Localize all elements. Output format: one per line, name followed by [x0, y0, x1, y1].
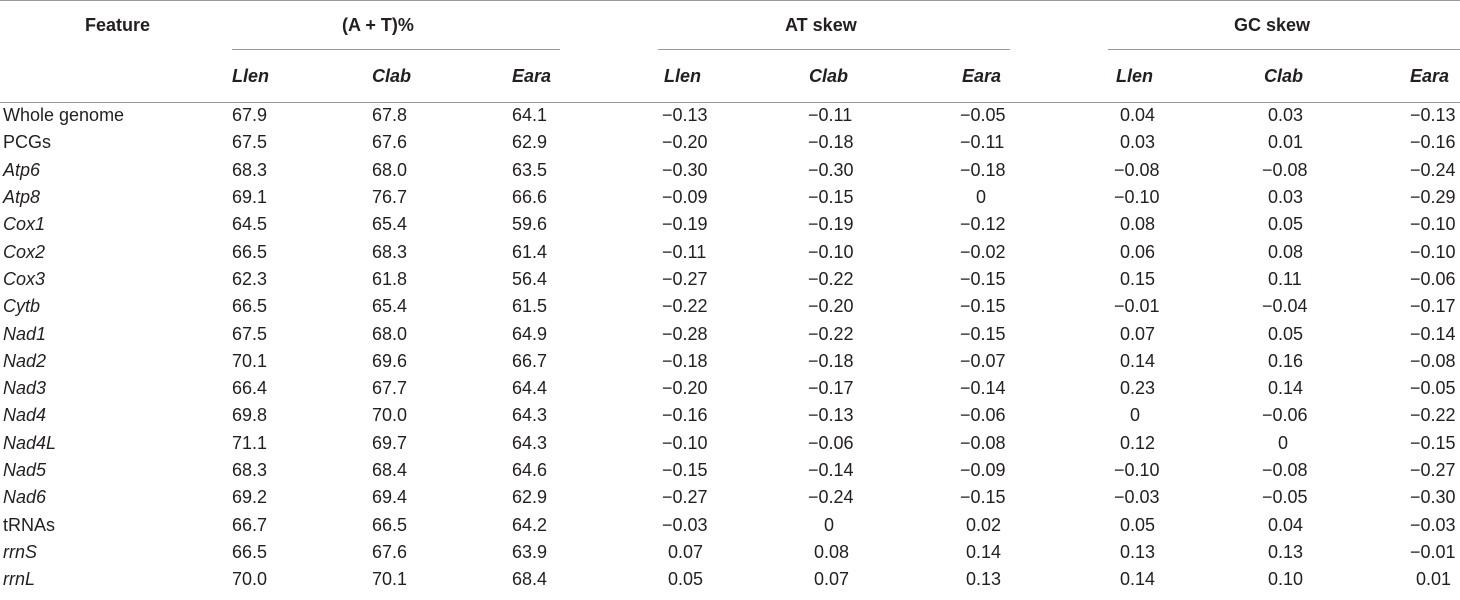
cell-value: 0.01	[1268, 132, 1304, 153]
cell-value: −0.08	[1262, 460, 1308, 480]
header-group-at-skew: AT skew	[785, 14, 857, 35]
cell-value: 0.08	[814, 541, 850, 562]
table-row	[0, 566, 1460, 593]
cell-value: 0.01	[1416, 569, 1452, 590]
cell-value: 0.15	[1120, 268, 1156, 289]
cell-value: 70.0	[372, 405, 408, 426]
cell-value: −0.13	[1410, 105, 1456, 126]
cell-value: −0.12	[960, 214, 1006, 235]
cell-value: 64.3	[512, 432, 548, 453]
cell-value: 0.03	[1268, 187, 1304, 208]
cell-value: 0.02	[966, 514, 1002, 535]
cell-value: 0	[1278, 432, 1289, 453]
row-label: Nad1	[3, 323, 47, 344]
header-species-clab: Clab	[809, 65, 849, 86]
cell-value: −0.03	[662, 514, 708, 535]
cell-value: 0.13	[1268, 541, 1304, 562]
row-label: tRNAs	[3, 514, 56, 535]
cell-value: −0.05	[1410, 378, 1456, 399]
header-feature: Feature	[84, 14, 151, 35]
cell-value: 64.3	[512, 405, 548, 426]
cell-value: 67.8	[372, 105, 408, 126]
row-label: rrnS	[3, 541, 38, 562]
cell-value: 0.07	[814, 569, 850, 590]
cell-value: −0.03	[1410, 514, 1456, 535]
header-feature-spacer	[0, 50, 232, 102]
cell-value: 61.5	[512, 296, 548, 317]
cell-value: −0.14	[808, 460, 854, 480]
cell-value: −0.17	[808, 378, 854, 399]
cell-value: −0.06	[808, 432, 854, 453]
cell-value: −0.22	[808, 323, 854, 344]
header-species-llen: Llen	[664, 65, 702, 86]
cell-value: 0.11	[1268, 268, 1302, 289]
cell-value: 64.6	[512, 460, 548, 480]
cell-value: 0.14	[966, 541, 1002, 562]
cell-value: −0.15	[960, 268, 1006, 289]
cell-value: −0.15	[960, 296, 1006, 317]
cell-value: −0.13	[662, 105, 708, 126]
cell-value: −0.05	[1262, 487, 1308, 508]
cell-value: 0	[824, 514, 835, 535]
cell-value: 67.5	[232, 323, 268, 344]
cell-value: 0	[976, 187, 987, 208]
cell-value: −0.10	[808, 241, 854, 262]
table-row	[0, 348, 1460, 375]
cell-value: 76.7	[372, 187, 408, 208]
row-label: Nad6	[3, 487, 47, 508]
table-row	[0, 157, 1460, 184]
cell-value: 64.2	[512, 514, 548, 535]
cell-value: 59.6	[512, 214, 548, 235]
cell-value: 67.9	[232, 105, 268, 126]
cell-value: −0.22	[1410, 405, 1456, 426]
header-species-llen: Llen	[1116, 65, 1154, 86]
cell-value: −0.09	[960, 460, 1006, 480]
cell-value: 0.05	[668, 569, 704, 590]
cell-value: −0.07	[960, 350, 1006, 371]
cell-value: 66.5	[232, 241, 268, 262]
cell-value: −0.22	[662, 296, 708, 317]
cell-value: 63.5	[512, 159, 548, 180]
cell-value: 0.05	[1268, 214, 1304, 235]
cell-value: 0.03	[1120, 132, 1156, 153]
cell-value: −0.18	[960, 159, 1006, 180]
cell-value: −0.06	[1262, 405, 1308, 426]
cell-value: 69.4	[372, 487, 408, 508]
table-row	[0, 102, 1460, 129]
cell-value: −0.30	[808, 159, 854, 180]
cell-value: 61.8	[372, 268, 408, 289]
cell-value: 69.2	[232, 487, 268, 508]
header-species-eara: Eara	[512, 65, 552, 86]
cell-value: 71.1	[232, 432, 268, 453]
cell-value: 70.1	[372, 569, 408, 590]
cell-value: −0.15	[808, 187, 854, 208]
cell-value: 68.3	[372, 241, 408, 262]
cell-value: −0.20	[662, 132, 708, 153]
cell-value: −0.01	[1114, 296, 1160, 317]
cell-value: −0.30	[662, 159, 708, 180]
cell-value: −0.15	[960, 487, 1006, 508]
cell-value: −0.20	[662, 378, 708, 399]
table-row	[0, 430, 1460, 457]
cell-value: 64.1	[512, 105, 548, 126]
cell-value: −0.30	[1410, 487, 1456, 508]
cell-value: −0.16	[662, 405, 708, 426]
cell-value: −0.11	[960, 132, 1005, 153]
table-row	[0, 457, 1460, 484]
cell-value: −0.16	[1410, 132, 1456, 153]
header-species-llen: Llen	[232, 65, 270, 86]
cell-value: −0.19	[808, 214, 854, 235]
cell-value: −0.08	[1262, 159, 1308, 180]
cell-value: −0.11	[662, 241, 707, 262]
cell-value: −0.05	[960, 105, 1006, 126]
cell-value: −0.06	[960, 405, 1006, 426]
cell-value: 68.0	[372, 159, 408, 180]
table-row	[0, 129, 1460, 156]
cell-value: −0.27	[1410, 460, 1456, 480]
header-group-at-percent: (A + T)%	[342, 14, 414, 35]
cell-value: −0.11	[808, 105, 853, 126]
cell-value: 66.7	[232, 514, 268, 535]
table-row	[0, 320, 1460, 347]
cell-value: −0.15	[960, 323, 1006, 344]
cell-value: −0.19	[662, 214, 708, 235]
cell-value: 0.04	[1268, 514, 1304, 535]
cell-value: −0.24	[808, 487, 854, 508]
cell-value: 0.05	[1268, 323, 1304, 344]
header-species-eara: Eara	[962, 65, 1002, 86]
cell-value: −0.04	[1262, 296, 1308, 317]
row-label: Atp8	[3, 187, 41, 208]
row-label: Atp6	[3, 159, 41, 180]
cell-value: −0.14	[960, 378, 1006, 399]
cell-value: 69.7	[372, 432, 408, 453]
cell-value: 68.3	[232, 460, 268, 480]
cell-value: −0.14	[1410, 323, 1456, 344]
row-label: Cytb	[3, 296, 41, 317]
cell-value: −0.09	[662, 187, 708, 208]
table-row	[0, 238, 1460, 265]
cell-value: 69.6	[372, 350, 408, 371]
table-row	[0, 211, 1460, 238]
table-body	[0, 102, 1460, 593]
cell-value: 66.5	[232, 296, 268, 317]
table-row	[0, 402, 1460, 429]
cell-value: −0.02	[960, 241, 1006, 262]
table-row	[0, 511, 1460, 538]
cell-value: −0.10	[662, 432, 708, 453]
cell-value: 68.3	[232, 159, 268, 180]
cell-value: −0.27	[662, 268, 708, 289]
cell-value: 62.3	[232, 268, 268, 289]
cell-value: 0.07	[1120, 323, 1156, 344]
cell-value: −0.20	[808, 296, 854, 317]
cell-value: 0.05	[1120, 514, 1156, 535]
cell-value: 66.4	[232, 378, 268, 399]
cell-value: −0.10	[1410, 214, 1456, 235]
header-species-clab: Clab	[1264, 65, 1304, 86]
cell-value: −0.01	[1410, 541, 1456, 562]
row-label: Nad4L	[3, 432, 57, 453]
cell-value: 62.9	[512, 487, 548, 508]
row-label: Cox3	[3, 268, 46, 289]
species-header-row	[0, 50, 1460, 102]
table-row	[0, 293, 1460, 320]
cell-value: 65.4	[372, 296, 408, 317]
cell-value: 70.1	[232, 350, 268, 371]
cell-value: −0.08	[960, 432, 1006, 453]
table-row	[0, 539, 1460, 566]
header-species-eara: Eara	[1410, 65, 1450, 86]
cell-value: −0.28	[662, 323, 708, 344]
row-label: Whole genome	[3, 105, 125, 126]
cell-value: 66.5	[232, 541, 268, 562]
cell-value: 0.06	[1120, 241, 1156, 262]
cell-value: −0.03	[1114, 487, 1160, 508]
cell-value: 0.04	[1120, 105, 1156, 126]
cell-value: 67.5	[232, 132, 268, 153]
cell-value: 69.1	[232, 187, 268, 208]
cell-value: 67.6	[372, 541, 408, 562]
cell-value: 68.0	[372, 323, 408, 344]
cell-value: −0.08	[1410, 350, 1456, 371]
cell-value: 68.4	[512, 569, 548, 590]
cell-value: 0.14	[1120, 569, 1156, 590]
cell-value: −0.24	[1410, 159, 1456, 180]
row-label: rrnL	[3, 569, 36, 590]
cell-value: 0.13	[966, 569, 1002, 590]
cell-value: −0.18	[662, 350, 708, 371]
cell-value: −0.10	[1114, 460, 1160, 480]
row-label: Cox2	[3, 241, 46, 262]
row-label: Nad4	[3, 405, 47, 426]
cell-value: −0.18	[808, 132, 854, 153]
cell-value: −0.08	[1114, 159, 1160, 180]
cell-value: 64.5	[232, 214, 268, 235]
cell-value: 63.9	[512, 541, 548, 562]
cell-value: 66.5	[372, 514, 408, 535]
row-label: Nad2	[3, 350, 47, 371]
cell-value: 66.7	[512, 350, 548, 371]
row-label: Nad5	[3, 460, 47, 480]
cell-value: 0.07	[668, 541, 704, 562]
table-row	[0, 184, 1460, 211]
cell-value: −0.15	[662, 460, 708, 480]
table-row	[0, 484, 1460, 511]
cell-value: −0.06	[1410, 268, 1456, 289]
cell-value: −0.13	[808, 405, 854, 426]
cell-value: −0.10	[1114, 187, 1160, 208]
cell-value: −0.15	[1410, 432, 1456, 453]
cell-value: 69.8	[232, 405, 268, 426]
cell-value: 0	[1130, 405, 1141, 426]
header-species-clab: Clab	[372, 65, 412, 86]
cell-value: 62.9	[512, 132, 548, 153]
cell-value: 64.4	[512, 378, 548, 399]
row-label: PCGs	[3, 132, 52, 153]
cell-value: 0.08	[1120, 214, 1156, 235]
cell-value: 0.12	[1120, 432, 1156, 453]
cell-value: 64.9	[512, 323, 548, 344]
cell-value: −0.10	[1410, 241, 1456, 262]
row-label: Cox1	[3, 214, 46, 235]
cell-value: 0.03	[1268, 105, 1304, 126]
cell-value: 68.4	[372, 460, 408, 480]
cell-value: 66.6	[512, 187, 548, 208]
cell-value: 0.08	[1268, 241, 1304, 262]
table-row	[0, 266, 1460, 293]
cell-value: 67.7	[372, 378, 408, 399]
cell-value: 0.23	[1120, 378, 1156, 399]
cell-value: 0.13	[1120, 541, 1156, 562]
cell-value: 0.10	[1268, 569, 1304, 590]
cell-value: −0.18	[808, 350, 854, 371]
cell-value: 61.4	[512, 241, 548, 262]
cell-value: 67.6	[372, 132, 408, 153]
cell-value: −0.22	[808, 268, 854, 289]
header-group-gc-skew: GC skew	[1234, 14, 1311, 35]
cell-value: −0.29	[1410, 187, 1456, 208]
cell-value: 56.4	[512, 268, 548, 289]
cell-value: 0.16	[1268, 350, 1304, 371]
cell-value: 70.0	[232, 569, 268, 590]
row-label: Nad3	[3, 378, 47, 399]
cell-value: −0.17	[1410, 296, 1456, 317]
cell-value: 65.4	[372, 214, 408, 235]
table-row	[0, 375, 1460, 402]
cell-value: 0.14	[1120, 350, 1156, 371]
cell-value: 0.14	[1268, 378, 1304, 399]
cell-value: −0.27	[662, 487, 708, 508]
